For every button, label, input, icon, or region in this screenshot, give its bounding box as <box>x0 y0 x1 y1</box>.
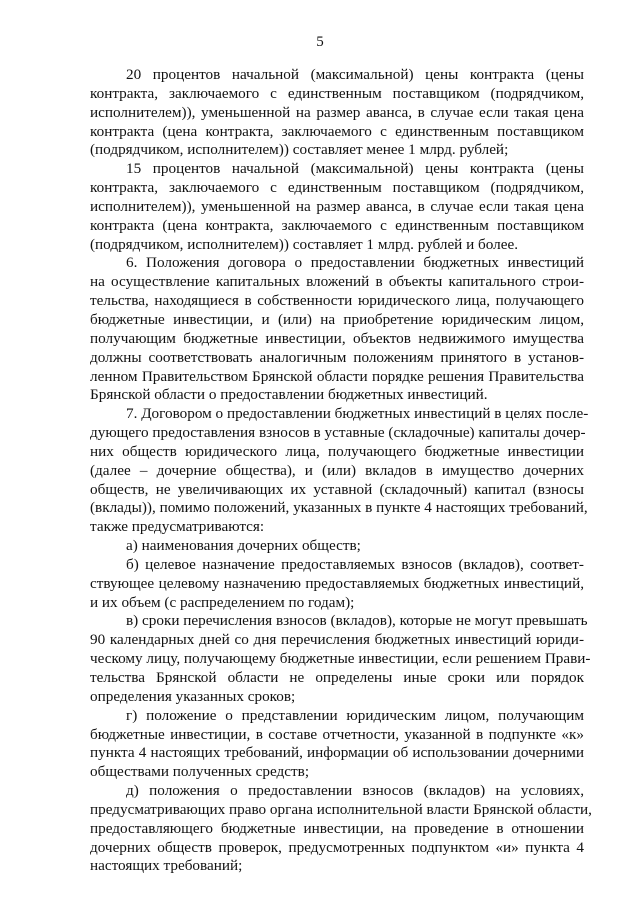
paragraph <box>90 254 584 405</box>
paragraph-line: бюджетные инвестиции, и (или) на приобретение юридическим лицом, <box>90 310 584 328</box>
paragraph-line: (подрядчиком, исполнителем)) составляет 1 млрд. рублей и более. <box>90 235 519 253</box>
paragraph-line: г) положение о представлении юридическим лицом, получающим <box>126 706 584 724</box>
paragraph-line: Брянской области о предоставлении бюджетных инвестиций. <box>90 386 488 404</box>
paragraph-line: (подрядчиком, исполнителем)) составляет менее 1 млрд. рублей; <box>90 141 509 159</box>
paragraph-line: бюджетные инвестиции, в составе отчетности, указанной в подпункте «к» <box>90 725 584 743</box>
paragraph-line: дочерних обществ проверок, предусмотренных подпунктом «и» пункта 4 <box>90 838 584 856</box>
paragraph-line: тельства Брянской области не определены иные сроки или порядок <box>90 669 584 686</box>
paragraph-line: (вклады)), помимо положений, указанных в пункте 4 настоящих требований, <box>90 499 588 517</box>
paragraph <box>90 612 591 706</box>
paragraph-line: ствующее целевому назначению предоставляемых бюджетных инвестиций, <box>90 574 584 592</box>
paragraph <box>90 707 584 782</box>
paragraph-line: ленном Правительством Брянской области порядке решения Правительства <box>90 367 584 385</box>
paragraph-line: получающим бюджетные инвестиции, объектов недвижимого имущества <box>90 329 584 347</box>
paragraph <box>90 537 584 556</box>
paragraph-line: на осуществление капитальных вложений в объекты капитального строи- <box>90 273 584 291</box>
paragraph-line: исполнителем)), уменьшенной на размер аванса, в случае если такая цена <box>90 197 584 215</box>
paragraph-line: них обществ юридического лица, получающего бюджетные инвестиции <box>90 442 584 460</box>
paragraph-line: дующего предоставления взносов в уставные (складочные) капиталы дочер- <box>90 424 586 442</box>
paragraph-line: обществами полученных средств; <box>90 763 310 781</box>
paragraph-line: 6. Положения договора о предоставлении бюджетных инвестиций <box>126 254 584 272</box>
paragraph-line: 90 календарных дней со дня перечисления бюджетных инвестиций юриди- <box>90 631 584 649</box>
paragraph <box>90 160 584 254</box>
paragraph-line: также предусматриваются: <box>90 518 265 536</box>
paragraph-line: предоставляющего бюджетные инвестиции, на проведение в отношении <box>90 819 584 837</box>
paragraph-line: контракта, заключаемого с единственным поставщиком (подрядчиком, <box>90 179 584 197</box>
paragraph-line: д) положения о предоставлении взносов (вкладов) на условиях, <box>126 782 584 800</box>
paragraph-line: (далее – дочерние общества), и (или) вкладов в имущество дочерних <box>90 461 584 479</box>
paragraph-line: обществ, не увеличивающих их уставной (складочный) капитал (взносы <box>90 480 584 498</box>
paragraph-line: исполнителем)), уменьшенной на размер аванса, в случае если такая цена <box>90 103 584 121</box>
paragraph-line: и их объем (с распределением по годам); <box>90 593 355 611</box>
paragraph-line: в) сроки перечисления взносов (вкладов), которые не могут превышать <box>126 612 588 630</box>
paragraph-line: контракта (цена контракта, заключаемого с единственным поставщиком <box>90 216 584 234</box>
paragraph-line: предусматривающих право органа исполнительной власти Брянской области, <box>90 800 592 818</box>
paragraph-line: должны соответствовать аналогичным положениям принятого в установ- <box>90 348 584 366</box>
paragraph-line: определения указанных сроков; <box>90 687 296 705</box>
paragraph-line: 20 процентов начальной (максимальной) цены контракта (цены <box>126 66 584 83</box>
paragraph-line: ческому лицу, получающему бюджетные инвестиции, если решением Прави- <box>90 650 591 668</box>
paragraph <box>90 556 584 613</box>
paragraph-line: 7. Договором о предоставлении бюджетных инвестиций в целях после- <box>126 405 589 423</box>
paragraph-line: контракта (цена контракта, заключаемого с единственным поставщиком <box>90 122 584 140</box>
paragraph <box>90 66 584 160</box>
paragraph-line: контракта, заключаемого с единственным поставщиком (подрядчиком, <box>90 84 584 102</box>
document-body <box>90 66 592 876</box>
paragraph-line: настоящих требований; <box>90 857 243 875</box>
paragraph-line: пункта 4 настоящих требований, информации об использовании дочерними <box>90 744 584 762</box>
paragraph <box>90 405 589 537</box>
paragraph-line: б) целевое назначение предоставляемых взносов (вкладов), соответ- <box>126 555 584 573</box>
paragraph-line: тельства, находящиеся в собственности юридического лица, получающего <box>90 292 584 310</box>
paragraph <box>90 782 592 876</box>
paragraph-line: а) наименования дочерних обществ; <box>126 537 361 555</box>
page-number: 5 <box>316 34 324 50</box>
paragraph-line: 15 процентов начальной (максимальной) цены контракта (цены <box>126 160 584 178</box>
